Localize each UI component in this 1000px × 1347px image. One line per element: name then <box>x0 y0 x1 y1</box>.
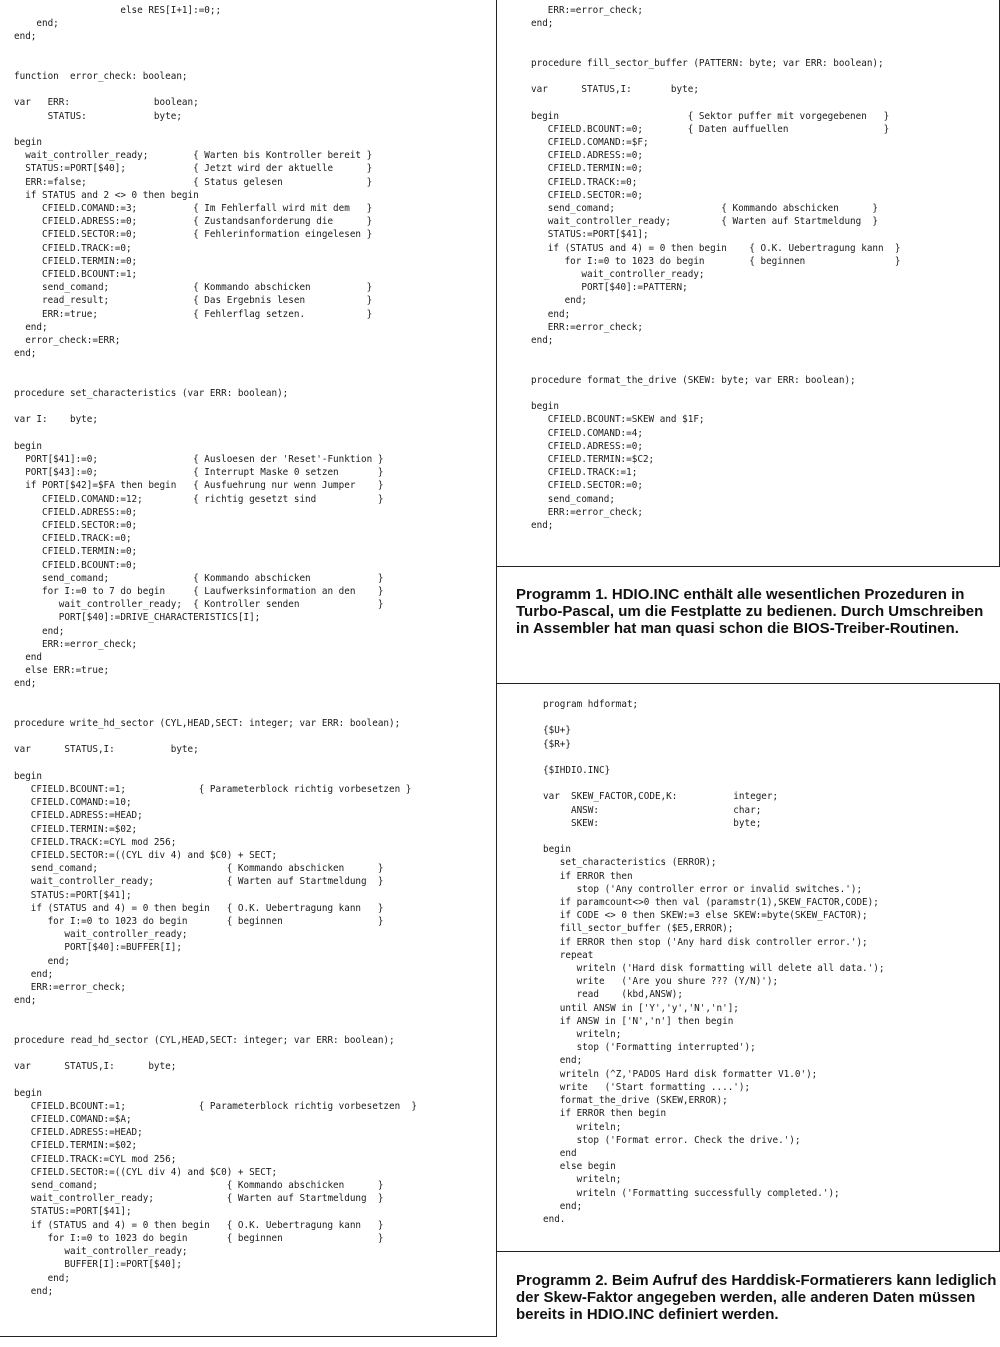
program-1-caption: Programm 1. HDIO.INC enthält alle wesentlichen Prozeduren in Turbo-Pascal, um die Festplatte zu bedienen. Durch Umschreiben in Assembler hat man quasi schon die BIOS-Treiber-Routinen. <box>516 586 984 637</box>
program-1-code-left: else RES[I+1]:=0;; end; end; function error_check: boolean; var ERR: boolean; STATUS: byte; begin wait_controller_ready; { Warten bis Kontroller bereit } STATUS:=PORT[$40]; { Jetzt wird der aktuelle } ERR:=false; { Status gelesen } if STATUS and 2 <> 0 then begin CFIELD.COMAND:=3; { Im Fehlerfall wird mit dem } CFIELD.ADRESS:=0; { Zustandsanforderung die } CFIELD.SECTOR:=0; { Fehlerinformation eingelesen } CFIELD.TRACK:=0; CFIELD.TERMIN:=0; CFIELD.BCOUNT:=1; send_comand; { Kommando abschicken } read_result; { Das Ergebnis lesen } ERR:=true; { Fehlerflag setzen. } end; error_check:=ERR; end; procedure set_characteristics (var ERR: boolean); var I: byte; begin PORT[$41]:=0; { Ausloesen der 'Reset'-Funktion } PORT[$43]:=0; { Interrupt Maske 0 setzen } if PORT[$42]=$FA then begin { Ausfuehrung nur wenn Jumper } CFIELD.COMAND:=12; { richtig gesetzt sind } CFIELD.ADRESS:=0; CFIELD.SECTOR:=0; CFIELD.TRACK:=0; CFIELD.TERMIN:=0; CFIELD.BCOUNT:=0; send_comand; { Kommando abschicken } for I:=0 to 7 do begin { Laufwerksinformation an den } wait_controller_ready; { Kontroller senden } PORT[$40]:=DRIVE_CHARACTERISTICS[I]; end; ERR:=error_check; end else ERR:=true; end; procedure write_hd_sector (CYL,HEAD,SECT: integer; var ERR: boolean); var STATUS,I: byte; begin CFIELD.BCOUNT:=1; { Parameterblock richtig vorbesetzen } CFIELD.COMAND:=10; CFIELD.ADRESS:=HEAD; CFIELD.TERMIN:=$02; CFIELD.TRACK:=CYL mod 256; CFIELD.SECTOR:=((CYL div 4) and $C0) + SECT; send_comand; { Kommando abschicken } wait_controller_ready; { Warten auf Startmeldung } STATUS:=PORT[$41]; if (STATUS and 4) = 0 then begin { O.K. Uebertragung kann } for I:=0 to 1023 do begin { beginnen } wait_controller_ready; PORT[$40]:=BUFFER[I]; end; end; ERR:=error_check; end; procedure read_hd_sector (CYL,HEAD,SECT: integer; var ERR: boolean); var STATUS,I: byte; begin CFIELD.BCOUNT:=1; { Parameterblock richtig vorbesetzen } CFIELD.COMAND:=$A; CFIELD.ADRESS:=HEAD; CFIELD.TERMIN:=$02; CFIELD.TRACK:=CYL mod 256; CFIELD.SECTOR:=((CYL div 4) and $C0) + SECT; send_comand; { Kommando abschicken } wait_controller_ready; { Warten auf Startmeldung } STATUS:=PORT[$41]; if (STATUS and 4) = 0 then begin { O.K. Uebertragung kann } for I:=0 to 1023 do begin { beginnen } wait_controller_ready; BUFFER[I]:=PORT[$40]; end; end; <box>14 5 417 1297</box>
program-1-code-right: ERR:=error_check; end; procedure fill_sector_buffer (PATTERN: byte; var ERR: boolean); var STATUS,I: byte; begin { Sektor puffer mit vorgegebenen } CFIELD.BCOUNT:=0; { Daten auffuellen } CFIELD.COMAND:=$F; CFIELD.ADRESS:=0; CFIELD.TERMIN:=0; CFIELD.TRACK:=0; CFIELD.SECTOR:=0; send_comand; { Kommando abschicken } wait_controller_ready; { Warten auf Startmeldung } STATUS:=PORT[$41]; if (STATUS and 4) = 0 then begin { O.K. Uebertragung kann } for I:=0 to 1023 do begin { beginnen } wait_controller_ready; PORT[$40]:=PATTERN; end; end; ERR:=error_check; end; procedure format_the_drive (SKEW: byte; var ERR: boolean); begin CFIELD.BCOUNT:=SKEW and $1F; CFIELD.COMAND:=4; CFIELD.ADRESS:=0; CFIELD.TERMIN:=$C2; CFIELD.TRACK:=1; CFIELD.SECTOR:=0; send_comand; ERR:=error_check; end; <box>531 5 901 531</box>
program-2-caption: Programm 2. Beim Aufruf des Harddisk-Formatierers kann lediglich der Skew-Faktor angegeben werden, alle anderen Daten müssen bereits in HDIO.INC definiert werden. <box>516 1272 997 1323</box>
program-2-listing <box>496 683 1000 1252</box>
program-2-code: program hdformat; {$U+} {$R+} {$IHDIO.INC} var SKEW_FACTOR,CODE,K: integer; ANSW: char; SKEW: byte; begin set_characteristics (ERROR); if ERROR then stop ('Any controller error or invalid switches.'); if paramcount<>0 then val (paramstr(1),SKEW_FACTOR,CODE); if CODE <> 0 then SKEW:=3 else SKEW:=byte(SKEW_FACTOR); fill_sector_buffer ($E5,ERROR); if ERROR then stop ('Any hard disk controller error.'); repeat writeln ('Hard disk formatting will delete all data.'); write ('Are you shure ??? (Y/N)'); read (kbd,ANSW); until ANSW in ['Y','y','N','n']; if ANSW in ['N','n'] then begin writeln; stop ('Formatting interrupted'); end; writeln (^Z,'PADOS Hard disk formatter V1.0'); write ('Start formatting ....'); format_the_drive (SKEW,ERROR); if ERROR then begin writeln; stop ('Format error. Check the drive.'); end else begin writeln; writeln ('Formatting successfully completed.'); end; end. <box>543 699 885 1225</box>
program-1-listing-left <box>0 0 497 1337</box>
program-1-listing-right <box>496 0 1000 567</box>
